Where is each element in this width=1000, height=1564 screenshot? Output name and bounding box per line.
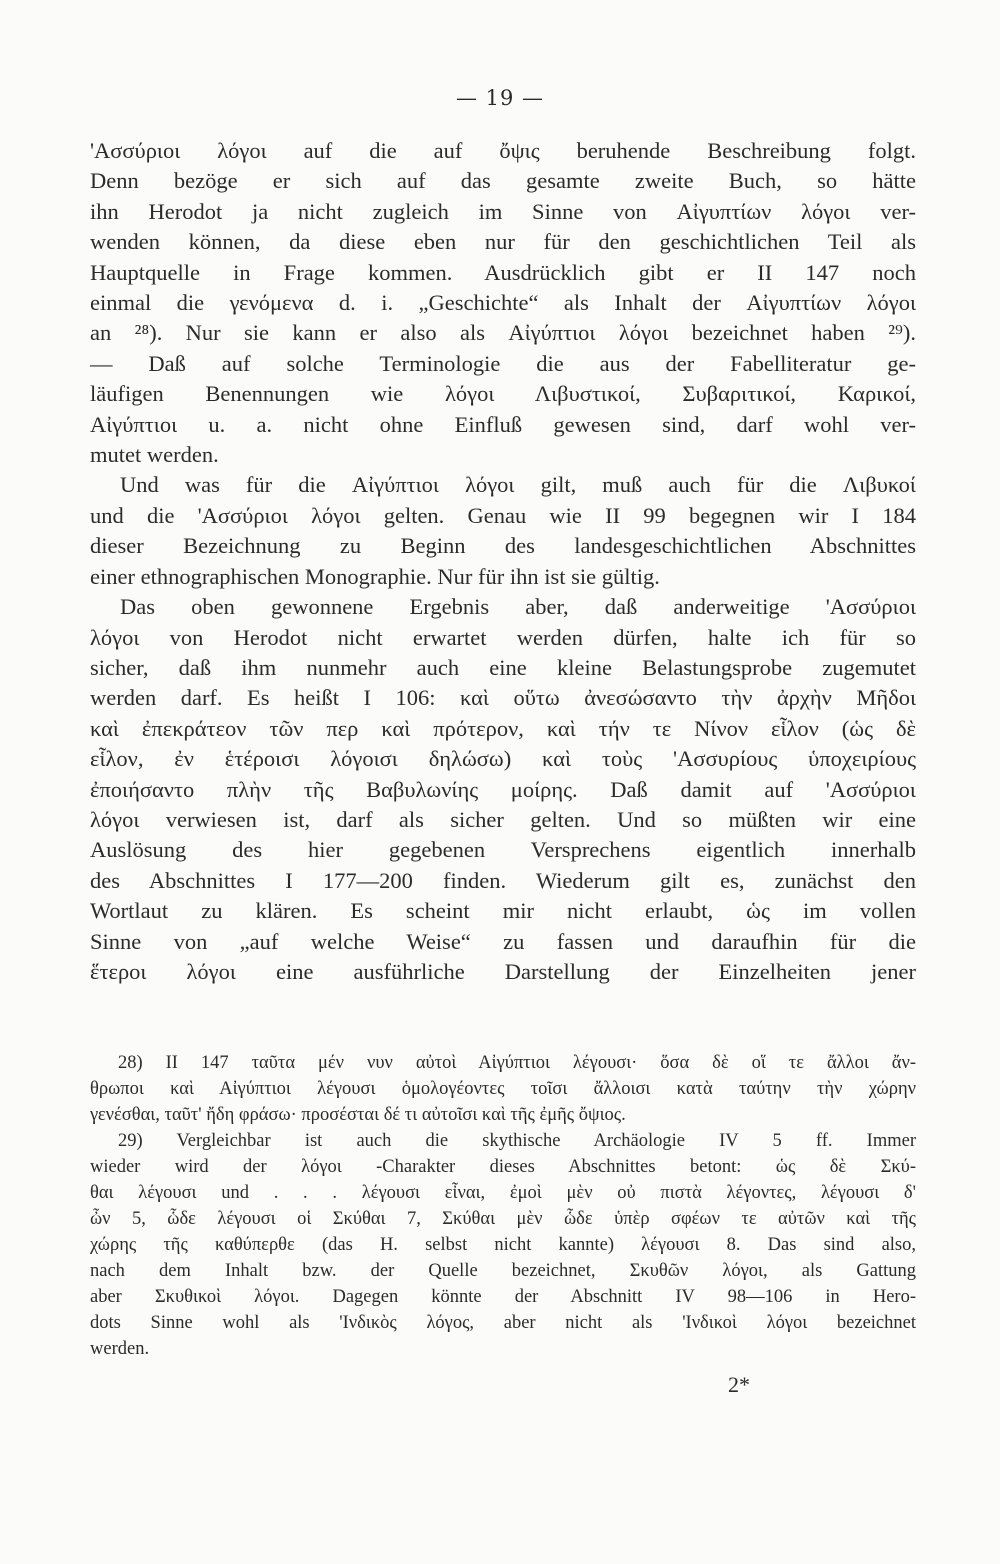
text-line: — Daß auf solche Terminologie die aus der Fabelliteratur ge- xyxy=(90,350,916,376)
page-number: — 19 — xyxy=(455,86,545,110)
text-line: Wortlaut zu klären. Es scheint mir nicht erlaubt, ὡς im vollen xyxy=(90,898,916,924)
text-line: des Abschnittes I 177—200 finden. Wiederum gilt es, zunächst den xyxy=(90,867,916,893)
footnote-line: nach dem Inhalt bzw. der Quelle bezeichnet, Σκυθῶν λόγοι, als Gattung xyxy=(90,1261,916,1281)
signature-mark: 2* xyxy=(728,1372,750,1397)
text-line: wenden können, da diese eben nur für den geschichtlichen Teil als xyxy=(90,229,916,255)
footnotes xyxy=(90,1050,916,1362)
footnote-line: 28) II 147 ταῦτα μέν νυν αὐτοὶ Αἰγύπτιοι λέγουσι· ὅσα δὲ οἵ τε ἄλλοι ἄν- xyxy=(118,1053,916,1073)
footnote-line: χώρης τῆς καθύπερθε (das H. selbst nicht kannte) λέγουσι 8. Das sind also, xyxy=(90,1235,916,1255)
text-line: λόγοι verwiesen ist, darf als sicher gelten. Und so müßten wir eine xyxy=(90,806,916,832)
text-line: 'Ασσύριοι λόγοι auf die auf ὄψις beruhende Beschreibung folgt. xyxy=(90,138,916,163)
text-line: läufigen Benennungen wie λόγοι Λιβυστικοί, Συβαριτικοί, Καρικοί, xyxy=(90,381,916,407)
text-line: Αἰγύπτιοι u. a. nicht ohne Einfluß gewesen sind, darf wohl ver- xyxy=(90,411,916,437)
text-line: dieser Bezeichnung zu Beginn des landesgeschichtlichen Abschnittes xyxy=(90,533,916,559)
main-text xyxy=(90,136,916,987)
text-line: ἐποιήσαντο πλὴν τῆς Βαβυλωνίης μοίρης. Daß damit auf 'Ασσύριοι xyxy=(90,776,916,802)
text-line: einer ethnographischen Monographie. Nur für ihn ist sie gültig. xyxy=(90,563,660,589)
text-line: εἷλον, ἐν ἑτέροισι λόγοισι δηλώσω) καὶ τοὺς 'Ασσυρίους ὑποχειρίους xyxy=(90,746,916,772)
text-line: Denn bezöge er sich auf das gesamte zweite Buch, so hätte xyxy=(90,168,916,194)
text-line: werden darf. Es heißt I 106: καὶ οὕτω ἀνεσώσαντο τὴν ἀρχὴν Μῆδοι xyxy=(90,685,916,711)
footnote-line: γενέσθαι, ταῦτ' ἤδη φράσω· προσέσται δέ τι αὐτοῖσι καὶ τῆς ἐμῆς ὄψιος. xyxy=(90,1105,626,1125)
text-line: und die 'Ασσύριοι λόγοι gelten. Genau wie II 99 begegnen wir I 184 xyxy=(90,502,916,528)
text-line: mutet werden. xyxy=(90,442,219,468)
footnote-line: wieder wird der λόγοι -Charakter dieses Abschnittes betont: ὡς δὲ Σκύ- xyxy=(90,1157,916,1177)
text-line: Sinne von „auf welche Weise“ zu fassen und daraufhin für die xyxy=(90,928,916,954)
text-line: Und was für die Αἰγύπτιοι λόγοι gilt, muß auch für die Λιβυκοί xyxy=(120,472,916,498)
text-line: einmal die γενόμενα d. i. „Geschichte“ als Inhalt der Αἰγυπτίων λόγοι xyxy=(90,290,916,316)
footnote-line: aber Σκυθικοὶ λόγοι. Dagegen könnte der Abschnitt IV 98—106 in Hero- xyxy=(90,1287,916,1307)
footnote-line: ὦν 5, ὧδε λέγουσι οἱ Σκύθαι 7, Σκύθαι μὲν ὧδε ὑπὲρ σφέων τε αὐτῶν καὶ τῆς xyxy=(90,1209,916,1229)
footnote-line: werden. xyxy=(90,1339,150,1359)
footnote-line: θρωποι καὶ Αἰγύπτιοι λέγουσι ὁμολογέοντες τοῖσι ἄλλοισι κατὰ ταύτην τὴν χώρην xyxy=(90,1079,916,1099)
text-line: ihn Herodot ja nicht zugleich im Sinne von Αἰγυπτίων λόγοι ver- xyxy=(90,198,916,224)
text-line: Hauptquelle in Frage kommen. Ausdrücklich gibt er II 147 noch xyxy=(90,259,916,285)
footnote-line: dots Sinne wohl als 'Ινδικὸς λόγος, aber nicht als 'Ινδικοὶ λόγοι bezeichnet xyxy=(90,1313,916,1333)
text-line: Auslösung des hier gegebenen Versprechens eigentlich innerhalb xyxy=(90,837,916,863)
text-line: sicher, daß ihm nunmehr auch eine kleine Belastungsprobe zugemutet xyxy=(90,654,916,680)
text-line: καὶ ἐπεκράτεον τῶν περ καὶ πρότερον, καὶ τήν τε Νίνον εἷλον (ὡς δὲ xyxy=(90,715,916,741)
text-line: ἕτεροι λόγοι eine ausführliche Darstellung der Einzelheiten jener xyxy=(90,958,916,984)
footnote-line: 29) Vergleichbar ist auch die skythische Archäologie IV 5 ff. Immer xyxy=(118,1131,916,1151)
footnote-line: θαι λέγουσι und . . . λέγουσι εἶναι, ἐμοὶ μὲν οὐ πιστὰ λέγοντες, λέγουσι δ' xyxy=(90,1183,916,1203)
text-line: an ²⁸). Nur sie kann er also als Αἰγύπτιοι λόγοι bezeichnet haben ²⁹). xyxy=(90,320,916,346)
text-line: Das oben gewonnene Ergebnis aber, daß anderweitige 'Ασσύριοι xyxy=(120,594,916,620)
text-line: λόγοι von Herodot nicht erwartet werden dürfen, halte ich für so xyxy=(90,624,916,650)
